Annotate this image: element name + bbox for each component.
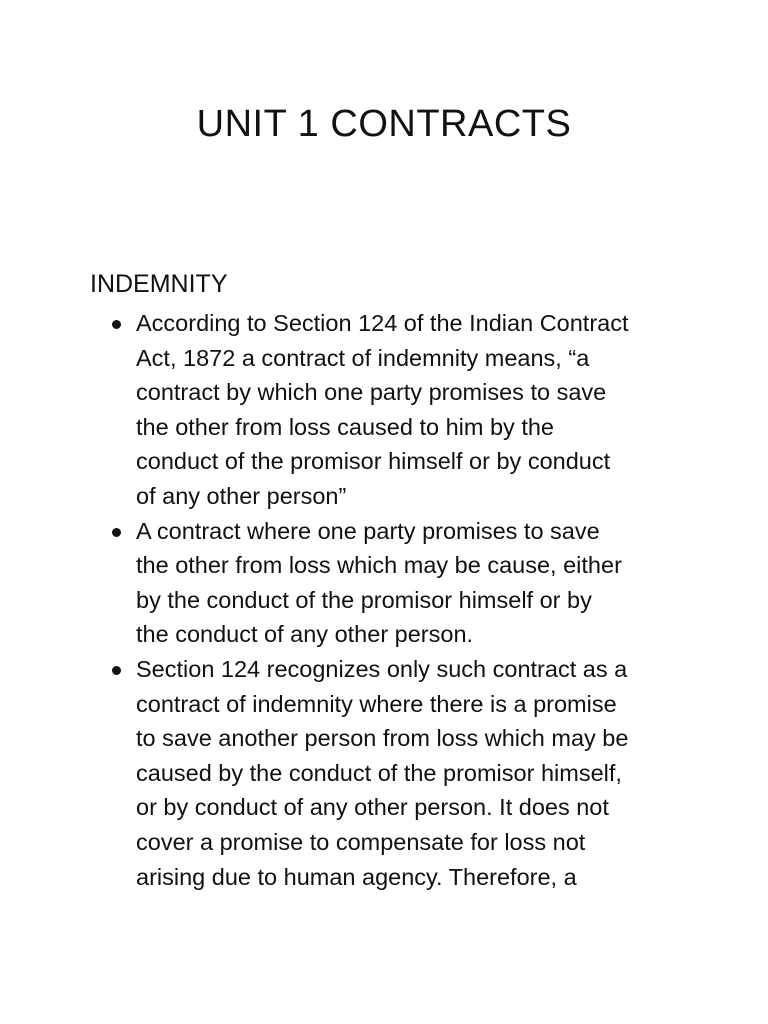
bullet-text-line: Section 124 recognizes only such contract as a [136,655,628,682]
bullet-text-line: cover a promise to compensate for loss not [136,828,586,855]
bullet-text-line: the other from loss caused to him by the [136,413,554,440]
bullet-dot-icon [112,528,121,537]
bullet-text-line: of any other person” [136,482,347,509]
bullet-text-line: caused by the conduct of the promisor himself, [136,759,622,786]
bullet-text-line: by the conduct of the promisor himself or by [136,586,592,613]
bullet-text-line: contract of indemnity where there is a promise [136,690,617,717]
bullet-dot-icon [112,320,121,329]
bullet-text-line: to save another person from loss which may be [136,725,629,752]
bullet-text-line: conduct of the promisor himself or by conduct [136,448,611,475]
bullet-item-1 [106,306,686,514]
bullet-list [106,306,686,894]
bullet-text-line: or by conduct of any other person. It does not [136,794,609,821]
section-heading-indemnity: INDEMNITY [90,270,228,298]
bullet-text-line: arising due to human agency. Therefore, a [136,863,577,890]
bullet-text-line: A contract where one party promises to save [136,517,600,544]
bullet-text-line: According to Section 124 of the Indian Contract [136,310,629,336]
bullet-item-3 [106,652,686,894]
bullet-item-2 [106,514,686,652]
bullet-text-line: the other from loss which may be cause, either [136,552,622,579]
bullet-text-line: the conduct of any other person. [136,621,474,648]
bullet-dot-icon [112,666,121,675]
bullet-text-line: Act, 1872 a contract of indemnity means, “a [136,344,590,371]
document-title: UNIT 1 CONTRACTS [196,103,572,145]
bullet-text-line: contract by which one party promises to save [136,379,607,406]
